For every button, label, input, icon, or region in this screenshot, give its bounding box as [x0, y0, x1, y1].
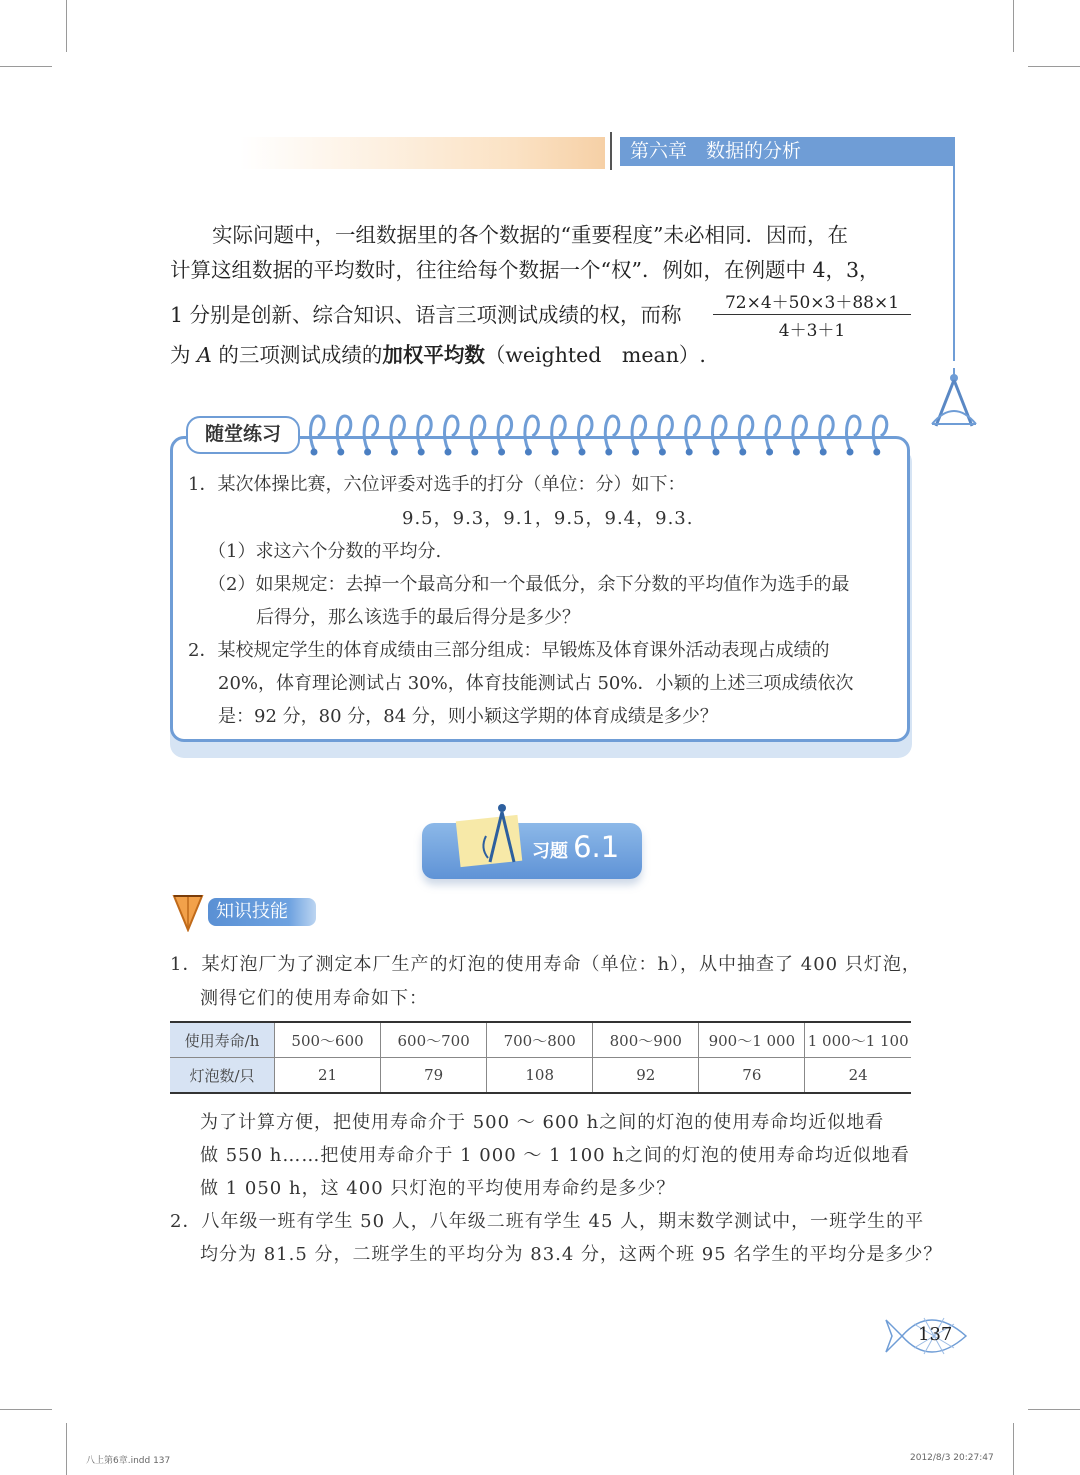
spiral-hole: [391, 449, 398, 456]
exercise-q2: 2．八年级一班有学生 50 人，八年级二班有学生 45 人，期末数学测试中，一班学生的平: [170, 1211, 925, 1232]
spiral-hole: [552, 449, 559, 456]
crop-mark: [66, 1423, 67, 1475]
fraction-numerator: 72×4＋50×3＋88×1: [713, 288, 911, 315]
spiral-hole: [498, 449, 505, 456]
practice-q1-sub2: 后得分，那么该选手的最后得分是多少？: [256, 607, 580, 628]
spiral-hole: [579, 449, 586, 456]
term-weighted-average: 加权平均数: [382, 343, 485, 367]
exercise-q2: 均分为 81.5 分，二班学生的平均分为 83.4 分，这两个班 95 名学生的平均分是多少？: [200, 1244, 943, 1265]
intro-line: [170, 338, 706, 368]
spiral-loop: [391, 416, 404, 450]
header-gradient: [240, 137, 605, 169]
crop-mark: [66, 0, 67, 52]
crop-mark: [1013, 0, 1014, 52]
header-margin-line: [953, 166, 955, 361]
compass-icon: [476, 800, 526, 866]
crop-mark: [0, 1409, 52, 1410]
intro-line: 计算这组数据的平均数时，往往给每个数据一个“权”．例如，在例题中 4，3，: [170, 258, 880, 282]
intro-text: 为: [170, 343, 198, 367]
section-tag-label: 知识技能: [216, 901, 288, 922]
spiral-hole: [739, 449, 746, 456]
spiral-hole: [766, 449, 773, 456]
table-cell: 500～600: [275, 1022, 381, 1058]
spiral-binding-icon: [300, 410, 900, 462]
intro-line: 实际问题中，一组数据里的各个数据的“重要程度”未必相同．因而，在: [212, 223, 848, 247]
spiral-loop: [659, 416, 672, 450]
spiral-loop: [552, 416, 565, 450]
spiral-loop: [525, 416, 538, 450]
spiral-loop: [471, 416, 484, 450]
exercise-title-label: 习题: [532, 841, 568, 862]
spiral-loop: [873, 416, 886, 450]
spiral-hole: [820, 449, 827, 456]
intro-text: （weighted mean）.: [484, 343, 706, 367]
spiral-hole: [525, 449, 532, 456]
page-number: 137: [918, 1324, 953, 1345]
spiral-hole: [445, 449, 452, 456]
spiral-hole: [471, 449, 478, 456]
spiral-loop: [311, 416, 324, 450]
practice-q1-sub1: （1）求这六个分数的平均分.: [208, 541, 442, 562]
fraction-denominator: 4＋3＋1: [778, 321, 846, 341]
spiral-loop: [337, 416, 350, 450]
spiral-loop: [632, 416, 645, 450]
pendulum-icon: [170, 890, 206, 932]
table-cell: 108: [487, 1058, 593, 1094]
table-cell: 800～900: [593, 1022, 699, 1058]
table-cell: 21: [275, 1058, 381, 1094]
spiral-loop: [605, 416, 618, 450]
spiral-loop: [445, 416, 458, 450]
table-cell: 700～800: [487, 1022, 593, 1058]
spiral-hole: [337, 449, 344, 456]
spiral-hole: [659, 449, 666, 456]
crop-mark: [1028, 66, 1080, 67]
practice-q1-data: 9.5，9.3，9.1，9.5，9.4，9.3.: [402, 508, 694, 529]
spiral-loop: [686, 416, 699, 450]
spiral-hole: [686, 449, 693, 456]
intro-line: 1 分别是创新、综合知识、语言三项测试成绩的权，而称: [170, 303, 682, 327]
exercise-q1-note: 做 550 h……把使用寿命介于 1 000 ～ 1 100 h之间的灯泡的使用寿命均近似地看: [200, 1145, 910, 1166]
exercise-q1-note: 为了计算方便，把使用寿命介于 500 ～ 600 h之间的灯泡的使用寿命均近似地看: [200, 1112, 885, 1133]
header-separator: [610, 132, 612, 170]
spiral-hole: [311, 449, 318, 456]
spiral-loop: [766, 416, 779, 450]
spiral-loop: [847, 416, 860, 450]
table-header-cell: 灯泡数/只: [170, 1058, 275, 1094]
table-cell: 76: [699, 1058, 805, 1094]
practice-q2: 20%，体育理论测试占 30%，体育技能测试占 50%．小颖的上述三项成绩依次: [218, 673, 854, 694]
chapter-title: 第六章 数据的分析: [620, 137, 955, 166]
spiral-hole: [632, 449, 639, 456]
spiral-loop: [820, 416, 833, 450]
table-cell: 900～1 000: [699, 1022, 805, 1058]
footer-filename: 八上第6章.indd 137: [86, 1456, 171, 1466]
exercise-q1-note: 做 1 050 h，这 400 只灯泡的平均使用寿命约是多少？: [200, 1178, 676, 1199]
practice-q1-sub2: （2）如果规定：去掉一个最高分和一个最低分，余下分数的平均值作为选手的最: [208, 574, 850, 595]
table-cell: 92: [593, 1058, 699, 1094]
crop-mark: [0, 66, 52, 67]
exercise-title: [532, 830, 619, 864]
spiral-hole: [605, 449, 612, 456]
spiral-hole: [713, 449, 720, 456]
spiral-loop: [793, 416, 806, 450]
spiral-loop: [739, 416, 752, 450]
practice-q1: 1．某次体操比赛，六位评委对选手的打分（单位：分）如下：: [188, 474, 686, 495]
bulb-lifetime-table: [170, 1021, 911, 1094]
footer-timestamp: 2012/8/3 20:27:47: [910, 1453, 994, 1463]
weighted-mean-fraction: [713, 288, 911, 341]
spiral-loop: [713, 416, 726, 450]
crop-mark: [1028, 1409, 1080, 1410]
table-cell: 79: [381, 1058, 487, 1094]
crop-mark: [1013, 1423, 1014, 1475]
variable-a: A: [197, 343, 212, 367]
table-cell: 1 000～1 100: [805, 1022, 911, 1058]
spiral-loop: [498, 416, 511, 450]
spiral-loop: [579, 416, 592, 450]
exercise-q1: 1．某灯泡厂为了测定本厂生产的灯泡的使用寿命（单位：h），从中抽查了 400 只灯泡，: [170, 954, 921, 975]
table-cell: 24: [805, 1058, 911, 1094]
table-row: [170, 1022, 911, 1058]
exercise-title-number: 6.1: [573, 830, 620, 864]
spiral-hole: [793, 449, 800, 456]
spiral-hole: [873, 449, 880, 456]
spiral-loop: [364, 416, 377, 450]
spiral-hole: [847, 449, 854, 456]
practice-tab-label: 随堂练习: [186, 416, 300, 454]
spiral-loop: [418, 416, 431, 450]
compass-icon: [928, 368, 980, 430]
table-cell: 600～700: [381, 1022, 487, 1058]
table-header-cell: 使用寿命/h: [170, 1022, 275, 1058]
intro-text: 的三项测试成绩的: [211, 343, 383, 367]
spiral-hole: [418, 449, 425, 456]
practice-q2: 是：92 分，80 分，84 分，则小颖这学期的体育成绩是多少？: [218, 706, 718, 727]
spiral-hole: [364, 449, 371, 456]
table-row: [170, 1058, 911, 1094]
exercise-q1: 测得它们的使用寿命如下：: [200, 988, 428, 1009]
practice-q2: 2．某校规定学生的体育成绩由三部分组成：早锻炼及体育课外活动表现占成绩的: [188, 640, 830, 661]
